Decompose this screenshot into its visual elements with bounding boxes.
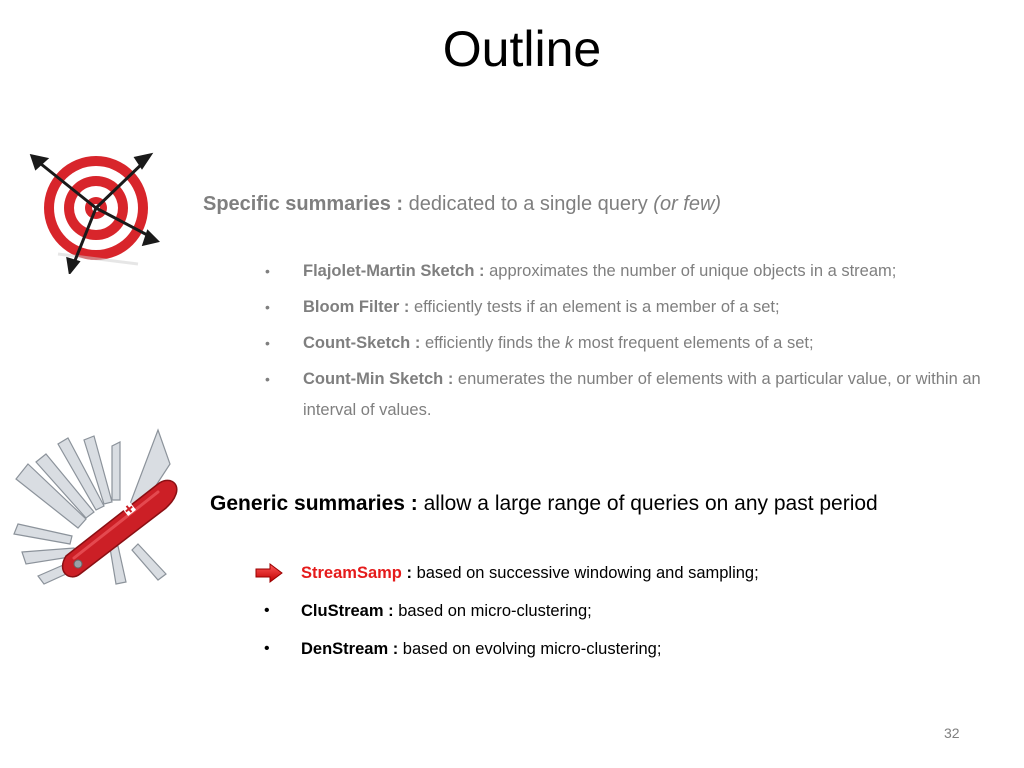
swiss-army-knife-icon xyxy=(8,424,198,589)
specific-summaries-description: dedicated to a single query xyxy=(408,193,648,215)
generic-summaries-description: allow a large range of queries on any past period xyxy=(423,492,878,515)
bullet-icon: • xyxy=(265,335,270,351)
bullet-icon: • xyxy=(265,371,270,387)
item-name: StreamSamp xyxy=(301,564,402,582)
item-name: Count-Min Sketch : xyxy=(303,370,454,388)
bullet-icon: • xyxy=(264,640,270,657)
item-description: approximates the number of unique objects in a stream; xyxy=(489,262,897,280)
item-description: based on successive windowing and sampling; xyxy=(416,564,759,582)
item-description: based on micro-clustering; xyxy=(398,602,592,620)
item-description: efficiently tests if an element is a member of a set; xyxy=(413,298,780,316)
generic-summaries-list xyxy=(264,561,759,675)
bullet-icon: • xyxy=(264,602,270,619)
item-description-variable: k xyxy=(564,334,574,352)
list-item xyxy=(264,637,759,661)
specific-summaries-label: Specific summaries : xyxy=(203,193,404,215)
item-name: DenStream : xyxy=(301,640,399,658)
generic-summaries-label: Generic summaries : xyxy=(210,492,418,515)
list-item xyxy=(264,599,759,623)
item-name: Count-Sketch : xyxy=(303,334,421,352)
item-name: CluStream : xyxy=(301,602,394,620)
item-name-colon: : xyxy=(406,564,412,582)
list-item xyxy=(301,561,759,585)
specific-summaries-heading xyxy=(203,193,721,216)
list-item xyxy=(265,256,1013,287)
item-description: enumerates the number of elements with a particular value, or within an interval of values. xyxy=(303,370,981,419)
item-name: Flajolet-Martin Sketch : xyxy=(303,262,485,280)
list-item xyxy=(265,292,1013,323)
item-description-start: efficiently finds the xyxy=(424,334,561,352)
item-description-end: most frequent elements of a set; xyxy=(577,334,814,352)
bullet-icon: • xyxy=(265,299,270,315)
specific-summaries-note: (or few) xyxy=(653,193,722,215)
red-arrow-icon xyxy=(254,562,284,584)
slide-title: Outline xyxy=(442,21,602,77)
page-number: 32 xyxy=(944,725,960,741)
generic-summaries-heading xyxy=(210,492,878,516)
target-with-arrows-icon xyxy=(28,152,163,274)
item-name: Bloom Filter : xyxy=(303,298,410,316)
item-description: based on evolving micro-clustering; xyxy=(402,640,662,658)
list-item xyxy=(265,364,1013,426)
list-item xyxy=(265,328,1013,359)
specific-summaries-list xyxy=(265,256,1013,431)
bullet-icon: • xyxy=(265,263,270,279)
